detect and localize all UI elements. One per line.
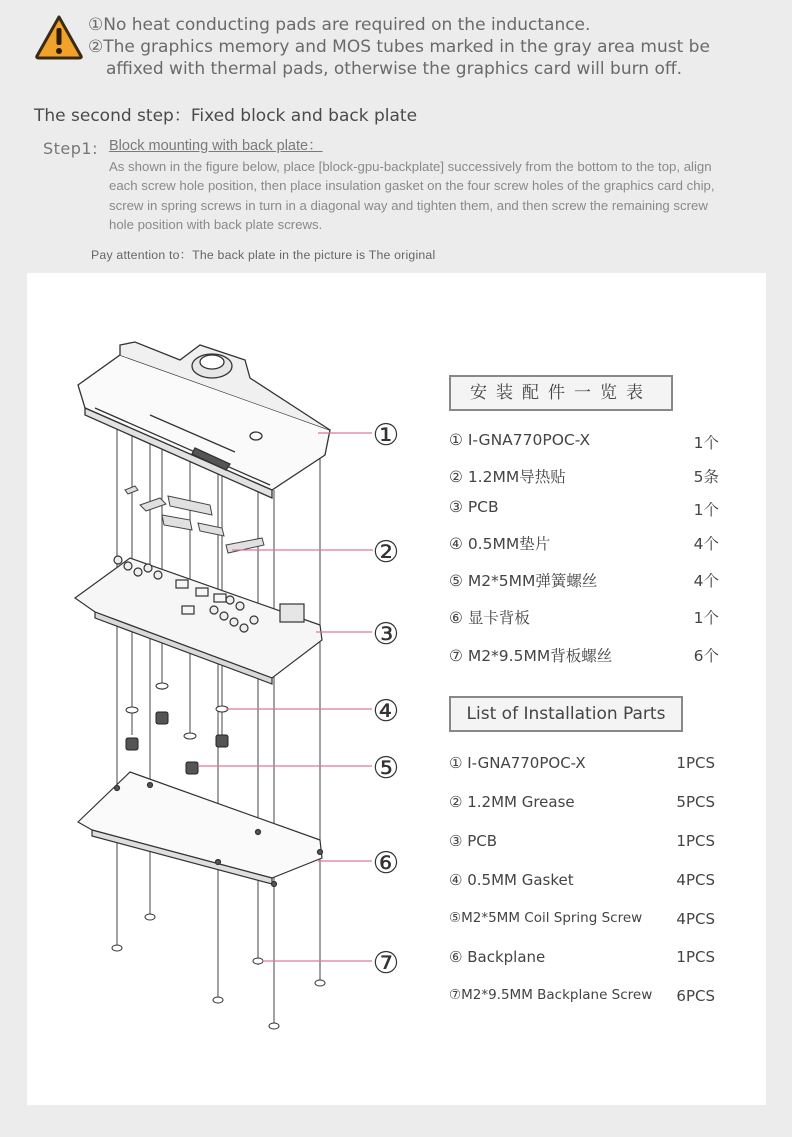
- part-name: ⑥ Backplane: [449, 948, 546, 966]
- parts-en-row: [449, 871, 719, 889]
- part-name: ④ 0.5MM Gasket: [449, 871, 574, 889]
- parts-en-row: [449, 832, 719, 850]
- warning-line-1: ①No heat conducting pads are required on the inductance.: [88, 15, 591, 35]
- callout-5: ⑤: [372, 751, 400, 786]
- step-description: As shown in the figure below, place [block-gpu-backplate] successively from the bottom to the top, align each screw hole position, then place insulation gasket on the four screw holes of the graphics card chip, screw in spring screws in turn in a diagonal way and tighten them, and then screw the remaining screw hole position with back plate screws.: [109, 158, 715, 233]
- backplate: [78, 772, 323, 887]
- part-qty: 6个: [693, 647, 719, 665]
- part-name: ④ 0.5MM垫片: [449, 535, 551, 553]
- parts-en-row: [449, 754, 719, 772]
- step-label: Step1:: [43, 139, 98, 158]
- part-name: ③ PCB: [449, 498, 499, 516]
- parts-en-row: [449, 987, 719, 1003]
- parts-cn-row: [449, 465, 719, 487]
- part-name: ② 1.2MM Grease: [449, 793, 575, 811]
- callout-4: ④: [372, 694, 400, 729]
- part-qty: 5条: [693, 468, 719, 486]
- part-qty: 1PCS: [676, 948, 715, 966]
- part-qty: 1个: [693, 434, 719, 452]
- part-name: ③ PCB: [449, 832, 498, 850]
- parts-en-row: [449, 793, 719, 811]
- water-block: [78, 342, 330, 498]
- part-name: ⑤ M2*5MM弹簧螺丝: [449, 572, 598, 590]
- parts-en-row: [449, 910, 719, 926]
- callout-7: ⑦: [372, 946, 400, 981]
- parts-cn-row: [449, 431, 719, 452]
- warning-line-2: ②The graphics memory and MOS tubes marked in the gray area must be: [88, 37, 710, 57]
- part-qty: 4PCS: [676, 871, 715, 889]
- parts-cn-row: [449, 644, 719, 666]
- part-qty: 6PCS: [676, 987, 715, 1005]
- part-name: ⑥ 显卡背板: [449, 609, 530, 627]
- callout-3: ③: [372, 617, 400, 652]
- part-qty: 1PCS: [676, 754, 715, 772]
- part-name: ⑤M2*5MM Coil Spring Screw: [449, 910, 643, 926]
- gaskets: [126, 683, 228, 739]
- part-qty: 5PCS: [676, 793, 715, 811]
- thermal-pads: [125, 486, 264, 553]
- part-qty: 4个: [693, 535, 719, 553]
- part-qty: 4个: [693, 572, 719, 590]
- parts-cn-row: [449, 532, 719, 554]
- step-title: The second step：Fixed block and back plate: [34, 106, 418, 126]
- parts-cn-row: [449, 606, 719, 628]
- step-subtitle: Block mounting with back plate：: [109, 138, 323, 154]
- callout-1: ①: [372, 418, 400, 453]
- parts-en-row: [449, 948, 719, 966]
- spring-screws: [126, 712, 228, 774]
- part-qty: 4PCS: [676, 910, 715, 928]
- callout-2: ②: [372, 535, 400, 570]
- parts-en-title: List of Installation Parts: [449, 696, 683, 732]
- part-qty: 1个: [693, 609, 719, 627]
- part-name: ① I-GNA770POC-X: [449, 431, 591, 449]
- step-note: Pay attention to：The back plate in the picture is The original: [91, 248, 436, 262]
- part-name: ② 1.2MM导热贴: [449, 468, 566, 486]
- parts-cn-row: [449, 498, 719, 519]
- parts-cn-row: [449, 569, 719, 591]
- part-name: ⑦M2*9.5MM Backplane Screw: [449, 987, 653, 1003]
- part-name: ⑦ M2*9.5MM背板螺丝: [449, 647, 613, 665]
- warning-line-3: affixed with thermal pads, otherwise the graphics card will burn off.: [106, 59, 682, 79]
- part-qty: 1个: [693, 501, 719, 519]
- callout-6: ⑥: [372, 846, 400, 881]
- part-qty: 1PCS: [676, 832, 715, 850]
- parts-cn-title: 安装配件一览表: [449, 375, 673, 411]
- part-name: ① I-GNA770POC-X: [449, 754, 586, 772]
